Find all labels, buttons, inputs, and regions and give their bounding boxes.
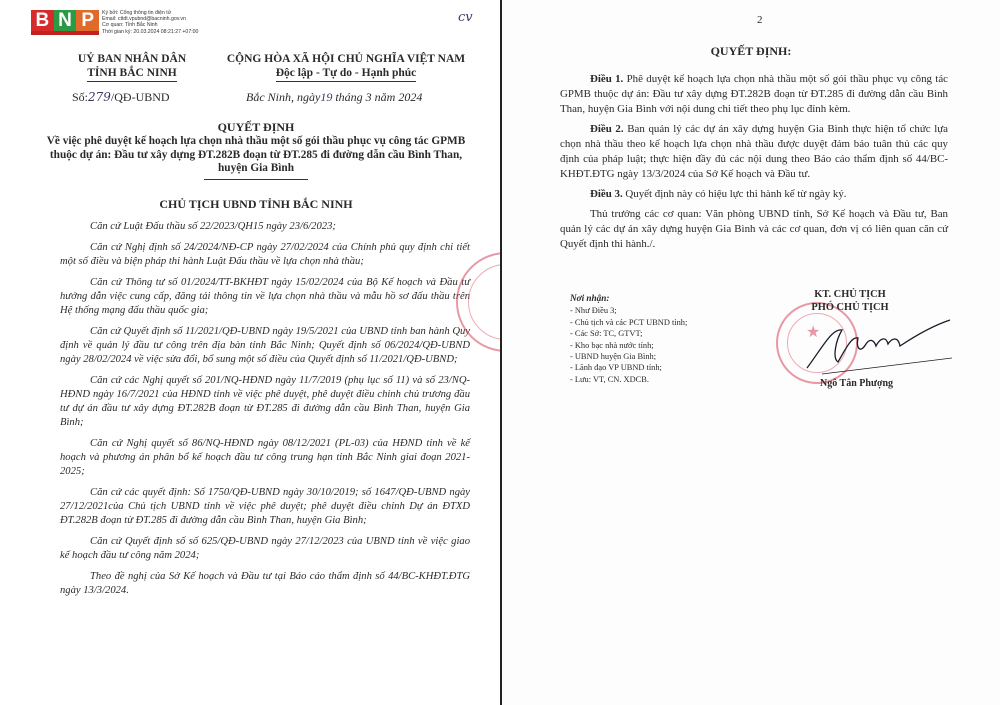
article-1: Điều 1. Phê duyệt kế hoạch lựa chọn nhà thầu một số gói thầu phục vụ công tác GPMB thuộc dự án: Đầu tư xây dựng ĐT.282B đoạn từ ĐT.285 đi đường dẫn cầu Bình Than, huyện Gia Bình với nội dung chi tiết theo phụ lục đính kèm. <box>560 73 948 115</box>
legal-basis-item: Căn cứ Quyết định số 11/2021/QĐ-UBND ngày 19/5/2021 của UBND tỉnh ban hành Quy định về quản lý đầu tư công trên địa bàn tỉnh Bắc Ninh; Quyết định số 06/2024/QĐ-UBND ngày 28/02/2024 về việc sửa đổi, bổ sung một số điều của Quyết định số 11/2021/QĐ-UBND; <box>60 326 470 365</box>
legal-basis-item: Căn cứ các Nghị quyết số 201/NQ-HĐND ngày 11/7/2019 (phụ lục số 11) và số 23/NQ-HĐND ngày 16/7/2021 của HĐND tỉnh về việc phê duyệt, phê duyệt điều chỉnh chủ trương đầu tư dự án đầu tư xây dựng ĐT.282B đoạn từ ĐT.285 đi đường dẫn cầu Bình Than, huyện Gia Bình; <box>60 375 470 428</box>
handwritten-mark: cv <box>458 10 473 25</box>
legal-basis-item: Căn cứ các quyết định: Số 1750/QĐ-UBND ngày 30/10/2019; số 1647/QĐ-UBND ngày 27/12/2021của Chủ tịch UBND tỉnh về việc phê duyệt; phê duyệt điều chỉnh Dự án ĐTXD ĐT.282B đoạn từ ĐT.285 đi đường dẫn cầu Bình Than, huyện Gia Bình; <box>60 487 470 526</box>
signed-time: Thời gian ký: 20.03.2024 08:21:27 +07:00 <box>102 28 199 35</box>
recipients-title: Nơi nhận: <box>570 293 610 303</box>
legal-basis-item: Căn cứ Nghị định số 24/2024/NĐ-CP ngày 27/02/2024 của Chính phủ quy định chi tiết một số điều và biện pháp thi hành Luật Đấu thầu về lựa chọn nhà thầu; <box>60 242 470 267</box>
agency-line-2: TỈNH BẮC NINH <box>87 66 176 82</box>
signer-line-2: PHÓ CHỦ TỊCH <box>811 302 889 313</box>
agency-line-1: UỶ BAN NHÂN DÂN <box>77 53 187 65</box>
recipient-item: - Kho bạc nhà nước tỉnh; <box>570 340 654 350</box>
legal-basis-item: Căn cứ Quyết định số số 625/QĐ-UBND ngày 27/12/2023 của UBND tỉnh về việc giao kế hoạch đầu tư công năm 2024; <box>60 536 470 561</box>
handwritten-day: 19 <box>320 90 333 104</box>
decision-subject: Về việc phê duyệt kế hoạch lựa chọn nhà thầu một số gói thầu phục vụ công tác GPMB thuộc dự án: Đầu tư xây dựng ĐT.282B đoạn từ ĐT.285 đi đường dẫn cầu Bình Than, huyện Gia Bình <box>46 135 466 174</box>
signer-title <box>770 288 930 314</box>
page-number: 2 <box>757 14 763 26</box>
signature-metadata <box>102 10 198 35</box>
motto: Độc lập - Tự do - Hạnh phúc <box>276 66 417 82</box>
signer-email: Email: cttdt.vpubnd@bacninh.gov.vn <box>102 16 186 23</box>
legal-basis-item: Căn cứ Nghị quyết số 86/NQ-HĐND ngày 08/12/2021 (PL-03) của HĐND tỉnh về kế hoạch và phương án phân bổ kế hoạch đầu tư công trung hạn tỉnh Bắc Ninh giai đoạn 2021-2025; <box>60 438 470 477</box>
document-date: Bắc Ninh, ngày19 tháng 3 năm 2024 <box>246 90 423 104</box>
issuing-authority: CHỦ TỊCH UBND TỈNH BẮC NINH <box>159 197 353 211</box>
handwritten-number: 279 <box>88 90 111 104</box>
legal-basis-item: Căn cứ Thông tư số 01/2024/TT-BKHĐT ngày 15/02/2024 của Bộ Kế hoạch và Đầu tư hướng dẫn việc cung cấp, đăng tải thông tin về lựa chọn nhà thầu và mẫu hồ sơ đấu thầu trên Hệ thống mạng đấu thầu quốc gia; <box>60 277 470 316</box>
recipient-item: - Chủ tịch và các PCT UBND tỉnh; <box>570 317 688 327</box>
recipient-item: - Các Sở: TC, GTVT; <box>570 329 643 339</box>
recipients-list <box>570 293 770 385</box>
document-number: Số:279/QĐ-UBND <box>72 90 170 104</box>
document-page-2 <box>502 0 1000 705</box>
decision-title: QUYẾT ĐỊNH <box>217 120 295 134</box>
legal-basis-list <box>60 220 470 605</box>
title-underline <box>204 179 308 180</box>
articles-list <box>560 72 948 257</box>
article-3: Điều 3. Quyết định này có hiệu lực thi hành kể từ ngày ký. <box>590 188 847 200</box>
digital-signature-badge <box>31 10 198 35</box>
closing-paragraph: Thủ trưởng các cơ quan: Văn phòng UBND tỉnh, Sở Kế hoạch và Đầu tư, Ban quản lý các dự án xây dựng huyện Gia Bình và các cơ quan, đơn vị có liên quan căn cứ Quyết định thi hành./. <box>560 208 948 250</box>
nation-name: CỘNG HÒA XÃ HỘI CHỦ NGHĨA VIỆT NAM <box>226 53 466 65</box>
signer-agency: Cơ quan: Tỉnh Bắc Ninh <box>102 22 158 29</box>
handwritten-signature-icon <box>802 318 952 378</box>
logo-letter-b: B <box>31 10 54 31</box>
signed-by: Ký bởi: Cổng thông tin điện tử <box>102 10 172 16</box>
recipient-item: - Như Điều 3; <box>570 306 617 316</box>
decision-heading: QUYẾT ĐỊNH: <box>710 44 792 58</box>
legal-basis-item: Theo đề nghị của Sở Kế hoạch và Đầu tư tại Báo cáo thẩm định số 44/BC-KHĐT.ĐTG ngày 13/3/2024. <box>60 571 470 596</box>
article-2: Điều 2. Ban quản lý các dự án xây dựng huyện Gia Bình thực hiện tổ chức lựa chọn nhà thầu theo kế hoạch lựa chọn nhà thầu được duyệt đảm bảo tuân thủ các quy định của pháp luật; thực hiện đầy đủ các nội dung theo Báo cáo thẩm định số 44/BC-KHĐT.ĐTG ngày 13/3/2024 của Sở Kế hoạch và Đầu tư. <box>560 123 948 180</box>
recipient-item: - Lưu: VT, CN. XDCB. <box>570 374 649 384</box>
national-motto <box>218 52 474 82</box>
signer-name: Ngô Tân Phượng <box>820 378 894 389</box>
legal-basis-item: Căn cứ Luật Đấu thầu số 22/2023/QH15 ngày 23/6/2023; <box>90 221 336 232</box>
recipient-item: - UBND huyện Gia Bình; <box>570 352 657 362</box>
recipient-item: - Lãnh đạo VP UBND tỉnh; <box>570 363 662 373</box>
logo-letter-n: N <box>54 10 77 31</box>
logo-strip <box>31 31 99 35</box>
bnp-logo <box>31 10 99 35</box>
signer-line-1: KT. CHỦ TỊCH <box>814 289 886 300</box>
issuing-agency <box>62 52 202 82</box>
decision-title-block <box>36 120 476 180</box>
logo-letter-p: P <box>76 10 99 31</box>
